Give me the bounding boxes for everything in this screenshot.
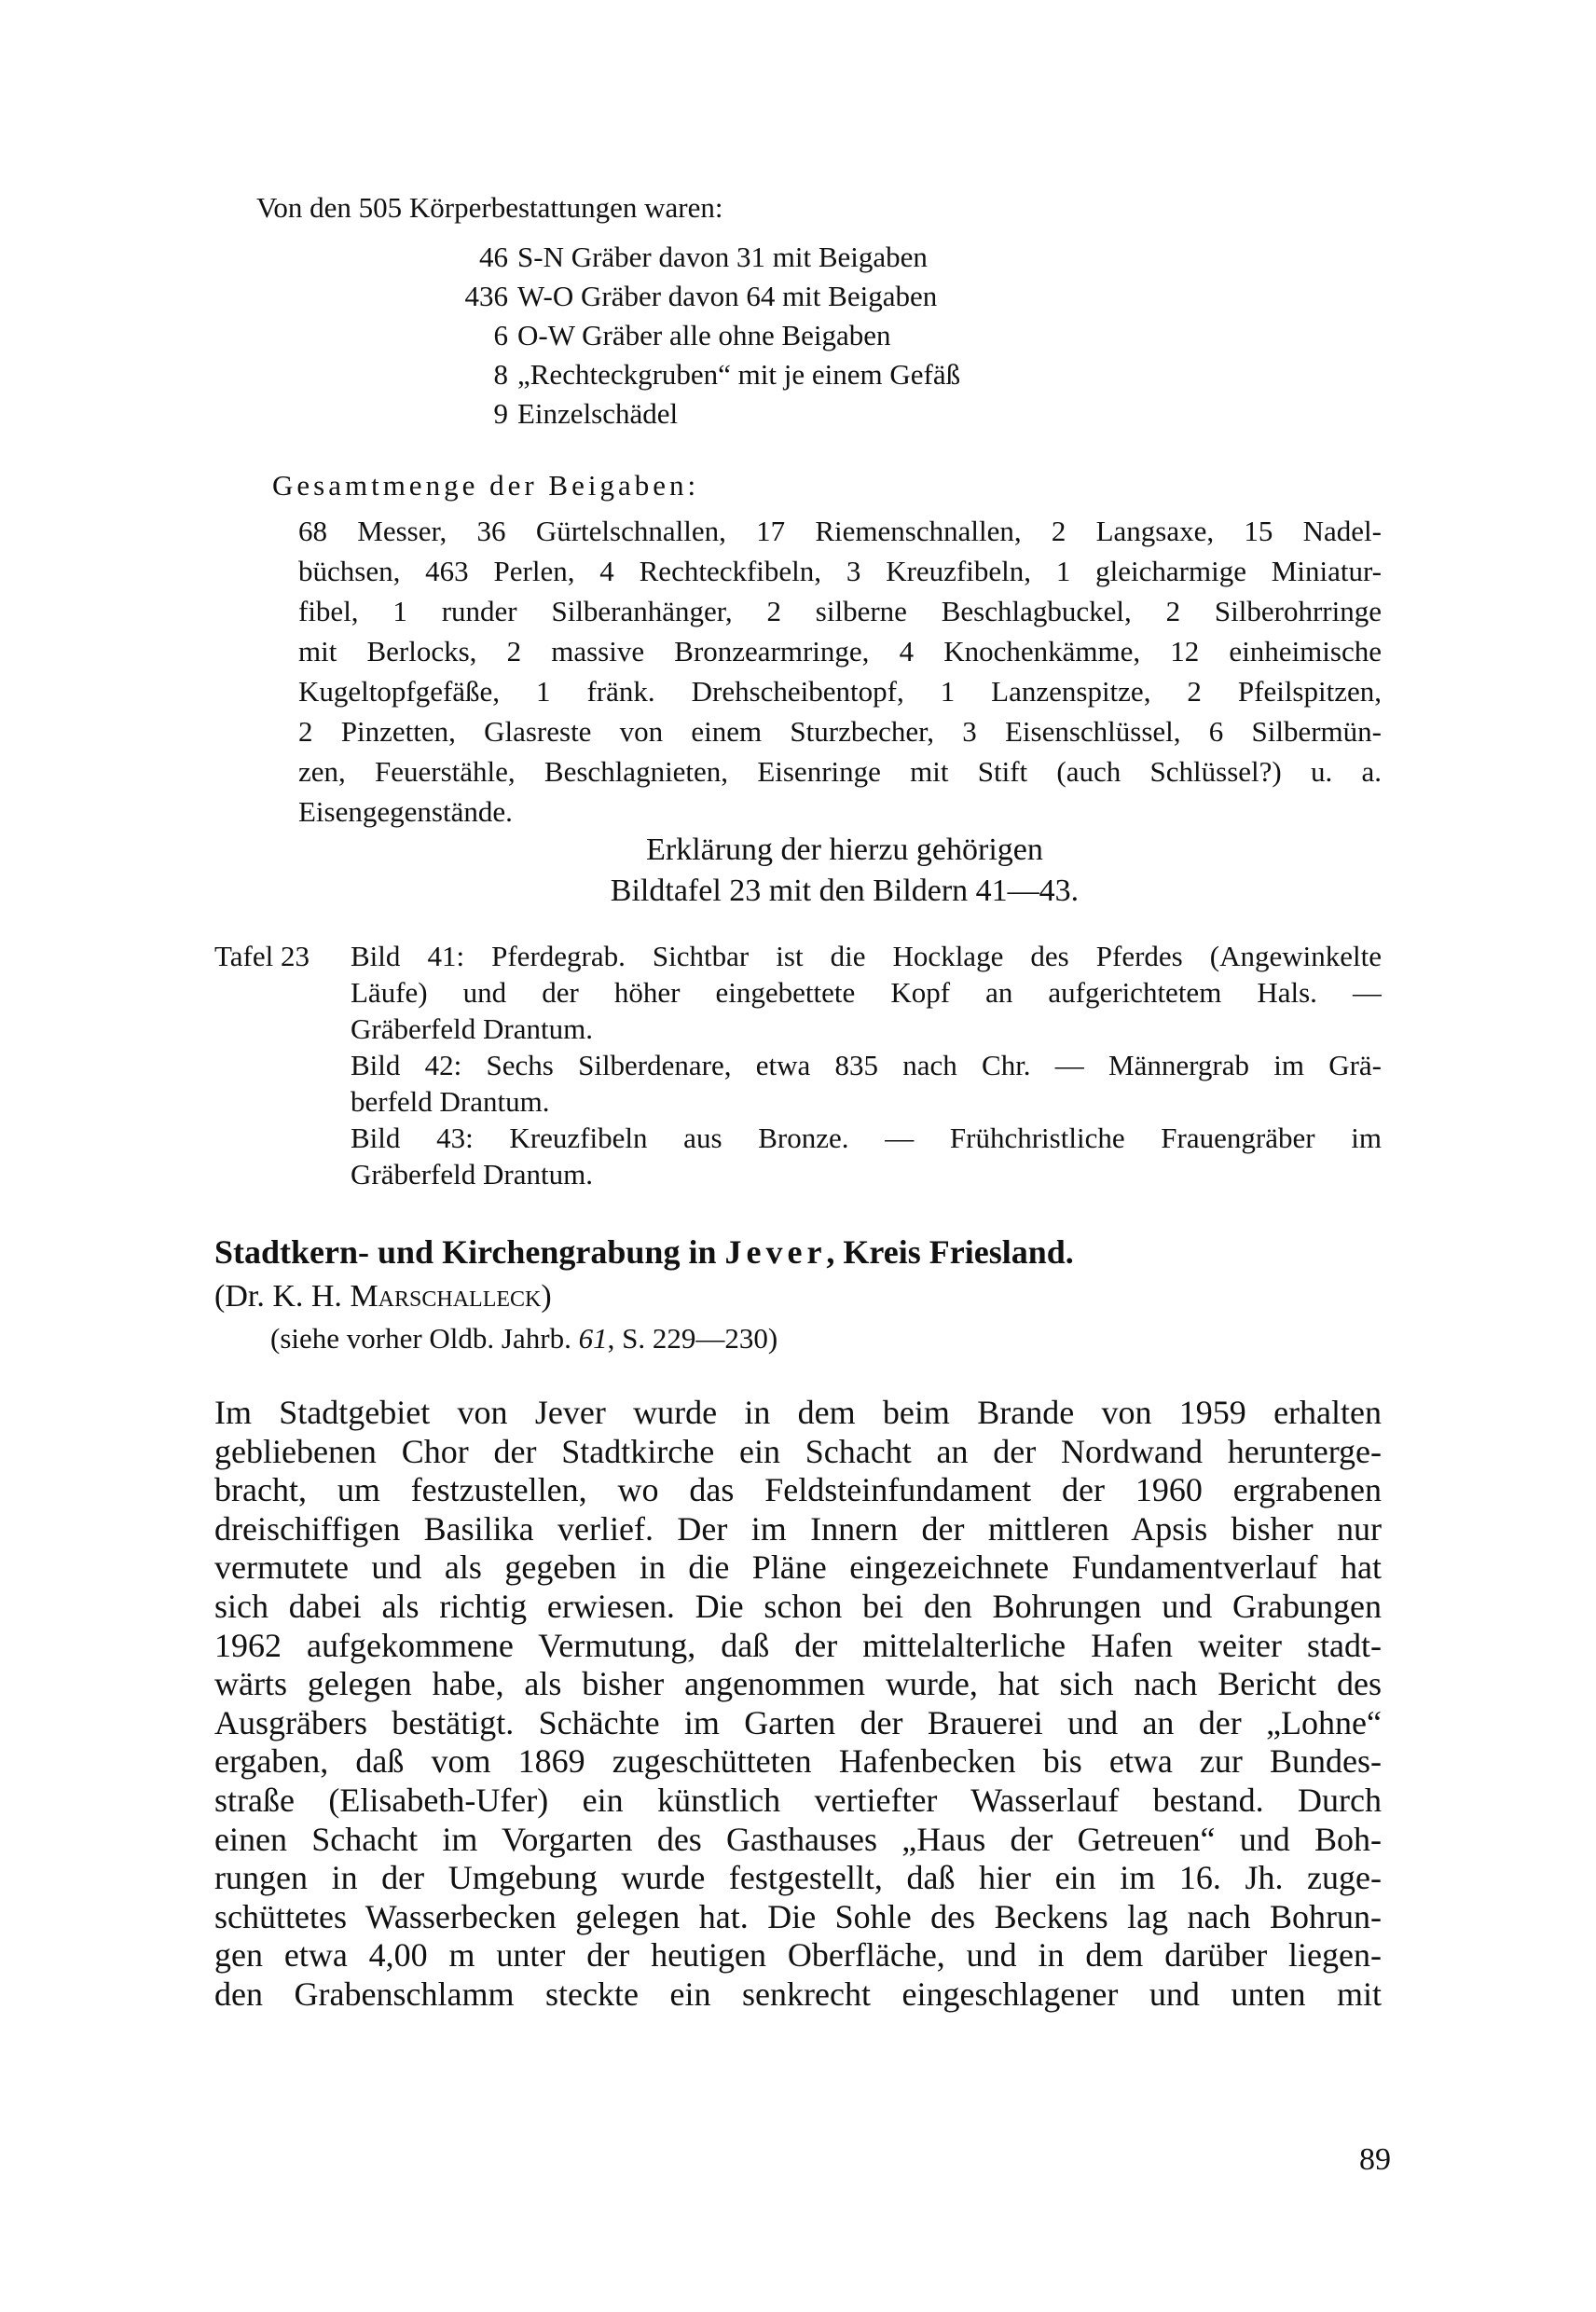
burial-row (447, 277, 960, 316)
text-line: Ausgräbers bestätigt. Schächte im Garten der Brauerei und an der „Lohne“ (214, 1703, 1382, 1741)
author-suffix: ) (541, 1279, 552, 1314)
burial-text: „Rechteckgruben“ mit je einem Gefäß (517, 358, 961, 391)
burial-row (447, 394, 960, 434)
burial-count: 436 (464, 280, 508, 312)
reference-volume: 61 (578, 1322, 608, 1355)
plate-heading (280, 830, 1410, 912)
text-line: straße (Elisabeth-Ufer) ein künstlich vertiefter Wasserlauf bestand. Durch (214, 1781, 1382, 1819)
plate-label: Tafel 23 (214, 940, 310, 972)
author-prefix: (Dr. K. H. (214, 1279, 351, 1314)
caption-line: Gräberfeld Drantum. (351, 1012, 593, 1045)
text-line: 68 Messer, 36 Gürtelschnallen, 17 Riemenschnallen, 2 Langsaxe, 15 Nadel- (298, 515, 1382, 547)
burial-count: 8 (493, 358, 508, 391)
body-paragraph (214, 1394, 1382, 2015)
text-line: 2 Pinzetten, Glasreste von einem Sturzbecher, 3 Eisenschlüssel, 6 Silbermün- (298, 715, 1382, 748)
text-line: gebliebenen Chor der Stadtkirche ein Schacht an der Nordwand herunterge- (214, 1432, 1382, 1470)
burial-count: 9 (493, 397, 508, 430)
text-line: fibel, 1 runder Silberanhänger, 2 silberne Beschlagbuckel, 2 Silberohrringe (298, 595, 1382, 627)
section-title-rest: , Kreis Friesland. (826, 1233, 1074, 1271)
grave-goods-heading: Gesamtmenge der Beigaben: (272, 469, 700, 502)
text-line: vermutete und als gegeben in die Pläne eingezeichnete Fundamentverlauf hat (214, 1548, 1382, 1587)
text-line: dreischiffigen Basilika verlief. Der im Innern der mittleren Apsis bisher nur (214, 1509, 1382, 1548)
section-title-text: Stadtkern- und Kirchengrabung in (214, 1233, 725, 1271)
text-line-last: Eisengegenstände. (298, 795, 513, 828)
text-line: sich dabei als richtig erwiesen. Die schon bei den Bohrungen und Grabungen (214, 1587, 1382, 1625)
burial-count: 6 (493, 319, 508, 351)
plate-heading-line: Bildtafel 23 mit den Bildern 41—43. (610, 874, 1080, 908)
author-name: Marschalleck (350, 1279, 542, 1314)
section-title (214, 1232, 1074, 1272)
burial-row (447, 238, 960, 277)
text-line: bracht, um festzustellen, wo das Feldsteinfundament der 1960 ergrabenen (214, 1471, 1382, 1509)
text-line: büchsen, 463 Perlen, 4 Rechteckfibeln, 3 Kreuzfibeln, 1 gleicharmige Miniatur- (298, 555, 1382, 587)
text-line: ergaben, daß vom 1869 zugeschütteten Hafenbecken bis etwa zur Bundes- (214, 1742, 1382, 1781)
burial-text: W-O Gräber davon 64 mit Beigaben (517, 280, 938, 312)
caption-line: Gräberfeld Drantum. (351, 1158, 593, 1190)
caption-line: Bild 42: Sechs Silberdenare, etwa 835 nach Chr. — Männergrab im Grä- (351, 1049, 1382, 1081)
text-line: den Grabenschlamm steckte ein senkrecht eingeschlagener und unten mit (214, 1975, 1382, 2013)
reference-prefix: (siehe vorher Oldb. Jahrb. (270, 1322, 579, 1355)
section-title-place: Jever (724, 1233, 827, 1271)
text-line: schüttetes Wasserbecken gelegen hat. Die Sohle des Beckens lag nach Bohrun- (214, 1897, 1382, 1935)
caption-line: Bild 43: Kreuzfibeln aus Bronze. — Frühchristliche Frauengräber im (351, 1122, 1382, 1154)
plate-heading-line: Erklärung der hierzu gehörigen (646, 833, 1043, 867)
burials-list (447, 238, 960, 434)
caption-line: Bild 41: Pferdegrab. Sichtbar ist die Hocklage des Pferdes (Angewinkelte (351, 940, 1382, 972)
section-reference (270, 1322, 777, 1356)
burial-text: O-W Gräber alle ohne Beigaben (517, 319, 891, 351)
burial-row (447, 316, 960, 355)
burials-intro: Von den 505 Körperbestattungen waren: (256, 191, 723, 224)
burial-text: S-N Gräber davon 31 mit Beigaben (517, 241, 928, 273)
caption-line: Läufe) und der höher eingebettete Kopf an aufgerichtetem Hals. — (351, 976, 1382, 1009)
text-line: Kugeltopfgefäße, 1 fränk. Drehscheibentopf, 1 Lanzenspitze, 2 Pfeilspitzen, (298, 675, 1382, 708)
burial-row (447, 355, 960, 394)
text-line: wärts gelegen habe, als bisher angenommen wurde, hat sich nach Bericht des (214, 1665, 1382, 1703)
text-line: zen, Feuerstähle, Beschlagnieten, Eisenringe mit Stift (auch Schlüssel?) u. a. (298, 755, 1382, 788)
text-line: gen etwa 4,00 m unter der heutigen Oberfläche, und in dem darüber liegen- (214, 1936, 1382, 1975)
text-line: einen Schacht im Vorgarten des Gasthauses „Haus der Getreuen“ und Boh- (214, 1820, 1382, 1858)
text-line: rungen in der Umgebung wurde festgestellt, daß hier ein im 16. Jh. zuge- (214, 1859, 1382, 1897)
section-author (214, 1279, 552, 1314)
grave-goods-paragraph (298, 511, 1382, 832)
burial-count: 46 (479, 241, 508, 273)
text-line: mit Berlocks, 2 massive Bronzearmringe, 4 Knochenkämme, 12 einheimische (298, 635, 1382, 667)
caption-line: berfeld Drantum. (351, 1085, 550, 1118)
text-line: 1962 aufgekommene Vermutung, daß der mittelalterliche Hafen weiter stadt- (214, 1626, 1382, 1664)
text-line: Im Stadtgebiet von Jever wurde in dem beim Brande von 1959 erhalten (214, 1394, 1382, 1431)
burial-text: Einzelschädel (517, 397, 679, 430)
page-number: 89 (1359, 2142, 1391, 2177)
reference-pages: , S. 229—230) (607, 1322, 778, 1355)
